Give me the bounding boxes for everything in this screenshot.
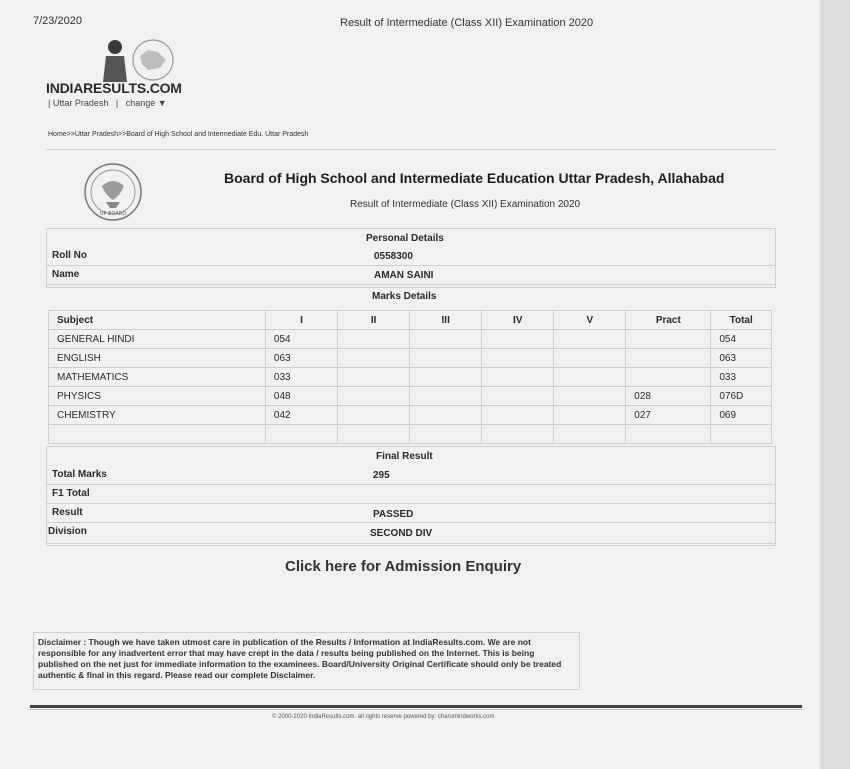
seal-text: UP BOARD bbox=[99, 211, 127, 217]
mark-cell bbox=[482, 349, 554, 368]
mark-cell bbox=[338, 406, 410, 425]
mark-cell: 054 bbox=[265, 330, 337, 349]
division-value: SECOND DIV bbox=[370, 528, 433, 539]
mark-cell: 048 bbox=[265, 387, 337, 406]
mark-cell: 042 bbox=[265, 406, 337, 425]
breadcrumb[interactable]: Home>>Uttar Pradesh>>Board of High School and Intermediate Edu. Uttar Pradesh bbox=[48, 131, 309, 138]
total-marks-row bbox=[46, 466, 776, 485]
mark-cell bbox=[482, 387, 554, 406]
f1-total-label: F1 Total bbox=[52, 488, 90, 499]
mark-cell bbox=[482, 330, 554, 349]
col-paper-5: V bbox=[554, 311, 626, 330]
mark-cell bbox=[338, 349, 410, 368]
marks-row bbox=[49, 387, 772, 406]
mark-cell bbox=[410, 349, 482, 368]
mark-cell bbox=[338, 387, 410, 406]
mark-cell bbox=[554, 425, 626, 444]
disclaimer-box bbox=[33, 632, 580, 690]
subject-cell: ENGLISH bbox=[49, 349, 266, 368]
total-marks-value: 295 bbox=[373, 470, 390, 481]
name-row bbox=[46, 266, 776, 285]
roll-value: 0558300 bbox=[374, 251, 413, 262]
mark-cell bbox=[410, 406, 482, 425]
subject-cell: PHYSICS bbox=[49, 387, 266, 406]
result-label: Result bbox=[52, 507, 83, 518]
mark-cell bbox=[338, 425, 410, 444]
marks-row bbox=[49, 349, 772, 368]
marks-row bbox=[49, 330, 772, 349]
print-date: 7/23/2020 bbox=[33, 15, 82, 27]
marks-row bbox=[49, 368, 772, 387]
mark-cell: 033 bbox=[265, 368, 337, 387]
mark-cell bbox=[482, 368, 554, 387]
personal-details-title: Personal Details bbox=[366, 233, 444, 244]
up-board-seal-icon bbox=[80, 162, 146, 222]
page-edge-shadow bbox=[820, 0, 850, 769]
disclaimer-link[interactable]: Disclaimer. bbox=[270, 670, 316, 680]
col-subject: Subject bbox=[49, 311, 266, 330]
marks-header-row bbox=[49, 311, 772, 330]
col-paper-2: II bbox=[338, 311, 410, 330]
mark-cell bbox=[265, 425, 337, 444]
mark-cell: 069 bbox=[711, 406, 772, 425]
mark-cell bbox=[554, 330, 626, 349]
mark-cell: 027 bbox=[626, 406, 711, 425]
col-practical: Pract bbox=[626, 311, 711, 330]
mark-cell bbox=[410, 330, 482, 349]
region-name: Uttar Pradesh bbox=[52, 98, 109, 108]
col-paper-4: IV bbox=[482, 311, 554, 330]
marks-row bbox=[49, 425, 772, 444]
mark-cell bbox=[410, 387, 482, 406]
divider bbox=[46, 149, 776, 150]
subject-cell bbox=[49, 425, 266, 444]
final-result-title: Final Result bbox=[376, 451, 433, 462]
footer-divider-thin bbox=[30, 709, 802, 710]
mark-cell: 063 bbox=[265, 349, 337, 368]
mark-cell bbox=[711, 425, 772, 444]
roll-row bbox=[46, 247, 776, 266]
subject-cell: CHEMISTRY bbox=[49, 406, 266, 425]
mark-cell bbox=[554, 349, 626, 368]
mark-cell: 033 bbox=[711, 368, 772, 387]
disclaimer-text: Disclaimer : Though we have taken utmost care in publication of the Results / Information at IndiaResults.com. We are not responsible for any inadvertent error that may have crept in the data / results being published on the Internet. This is being published on the net just for immediate information to the examinees. Board/University Original Certificate should only be treated authentic & final in this regard. Please read our complete bbox=[38, 637, 562, 680]
subject-cell: GENERAL HINDI bbox=[49, 330, 266, 349]
mark-cell: 054 bbox=[711, 330, 772, 349]
board-title: Board of High School and Intermediate Education Uttar Pradesh, Allahabad bbox=[224, 170, 725, 186]
marks-row bbox=[49, 406, 772, 425]
mark-cell bbox=[626, 349, 711, 368]
mark-cell bbox=[626, 425, 711, 444]
col-total: Total bbox=[711, 311, 772, 330]
marks-details-title: Marks Details bbox=[372, 291, 437, 302]
person-logo-icon bbox=[98, 38, 132, 82]
mark-cell bbox=[338, 330, 410, 349]
name-label: Name bbox=[52, 269, 80, 280]
division-row bbox=[46, 523, 776, 544]
print-title: Result of Intermediate (Class XII) Examination 2020 bbox=[340, 17, 594, 29]
admission-enquiry-link[interactable]: Click here for Admission Enquiry bbox=[285, 558, 522, 575]
col-paper-1: I bbox=[265, 311, 337, 330]
result-value: PASSED bbox=[373, 509, 414, 520]
site-brand[interactable]: INDIARESULTS.COM bbox=[46, 80, 182, 96]
marks-table bbox=[48, 310, 772, 444]
mark-cell bbox=[410, 368, 482, 387]
disclaimer-paragraph bbox=[34, 633, 579, 685]
col-paper-3: III bbox=[410, 311, 482, 330]
footer-divider bbox=[30, 705, 802, 708]
mark-cell bbox=[626, 330, 711, 349]
f1-total-row bbox=[46, 485, 776, 504]
mark-cell bbox=[554, 387, 626, 406]
name-value: AMAN SAINI bbox=[374, 270, 434, 281]
mark-cell: 028 bbox=[626, 387, 711, 406]
mark-cell: 076D bbox=[711, 387, 772, 406]
change-region-link[interactable]: change ▼ bbox=[125, 98, 167, 108]
mark-cell bbox=[410, 425, 482, 444]
up-map-seal-icon bbox=[130, 38, 176, 82]
division-label: Division bbox=[48, 526, 87, 537]
mark-cell: 063 bbox=[711, 349, 772, 368]
mark-cell bbox=[626, 368, 711, 387]
copyright-text: © 2000-2020 IndiaResults.com. all rights reserve powered by: charumindworks.com bbox=[272, 714, 495, 720]
mark-cell bbox=[554, 406, 626, 425]
exam-subtitle: Result of Intermediate (Class XII) Examination 2020 bbox=[350, 199, 581, 210]
mark-cell bbox=[482, 425, 554, 444]
roll-label: Roll No bbox=[52, 250, 87, 261]
subject-cell: MATHEMATICS bbox=[49, 368, 266, 387]
mark-cell bbox=[554, 368, 626, 387]
region-selector: | Uttar Pradesh | change ▼ bbox=[48, 98, 167, 108]
mark-cell bbox=[482, 406, 554, 425]
result-row bbox=[46, 504, 776, 523]
total-marks-label: Total Marks bbox=[52, 469, 107, 480]
mark-cell bbox=[338, 368, 410, 387]
